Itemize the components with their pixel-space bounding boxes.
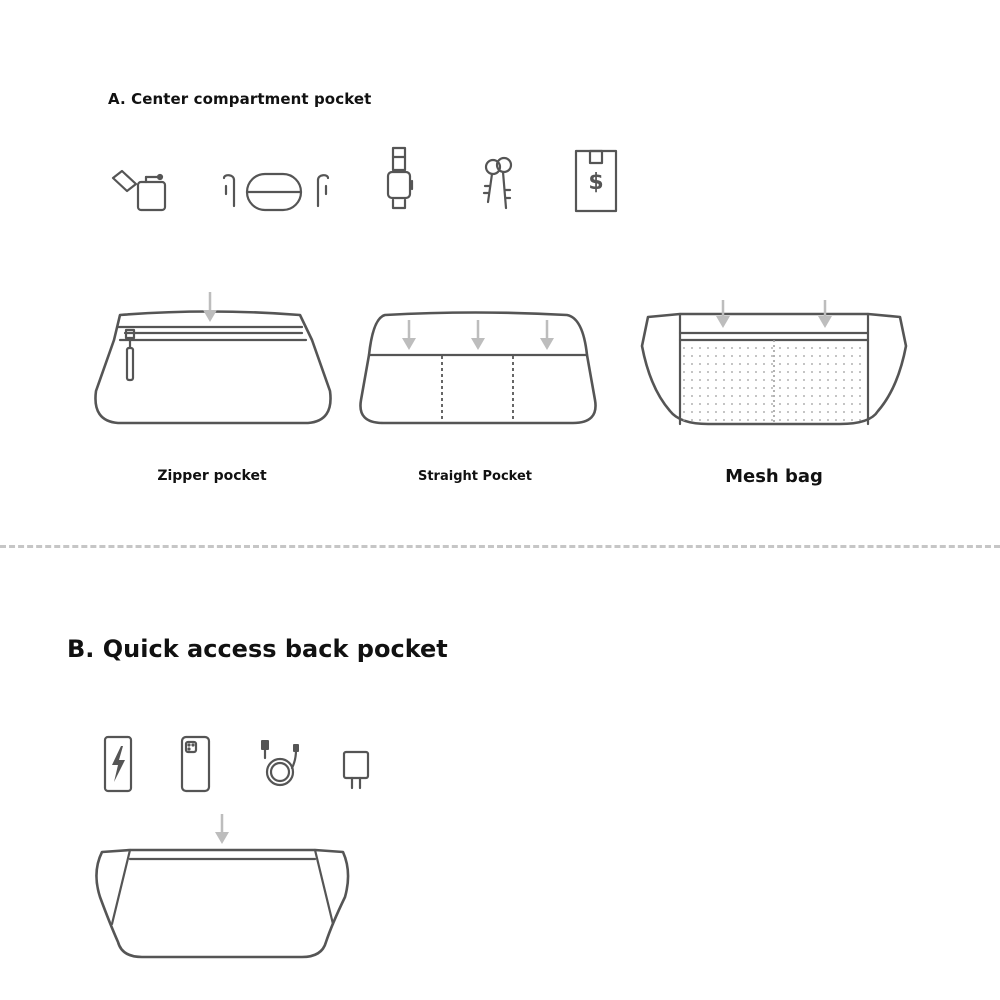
lighter-icon xyxy=(108,168,172,218)
straight-pocket-label: Straight Pocket xyxy=(417,469,532,484)
phone-icon xyxy=(178,734,214,794)
dollar-symbol: $ xyxy=(588,170,604,195)
earbuds-icon xyxy=(218,170,336,216)
mesh-bag-diagram xyxy=(640,296,910,430)
zipper-pocket-label: Zipper pocket xyxy=(157,468,267,484)
section-a-title: A. Center compartment pocket xyxy=(108,90,372,108)
straight-pocket-diagram xyxy=(355,310,600,430)
charger-icon xyxy=(340,748,374,792)
section-b-title: B. Quick access back pocket xyxy=(67,635,448,663)
zipper-pocket-diagram xyxy=(90,288,340,430)
cable-icon xyxy=(256,736,306,790)
smartwatch-icon xyxy=(383,145,417,215)
power-bank-icon xyxy=(102,734,136,794)
down-arrow-icon xyxy=(215,814,229,844)
keys-icon xyxy=(481,152,515,214)
back-pocket-diagram xyxy=(90,812,355,962)
mesh-bag-label: Mesh bag xyxy=(725,466,823,487)
section-divider xyxy=(0,545,1000,548)
